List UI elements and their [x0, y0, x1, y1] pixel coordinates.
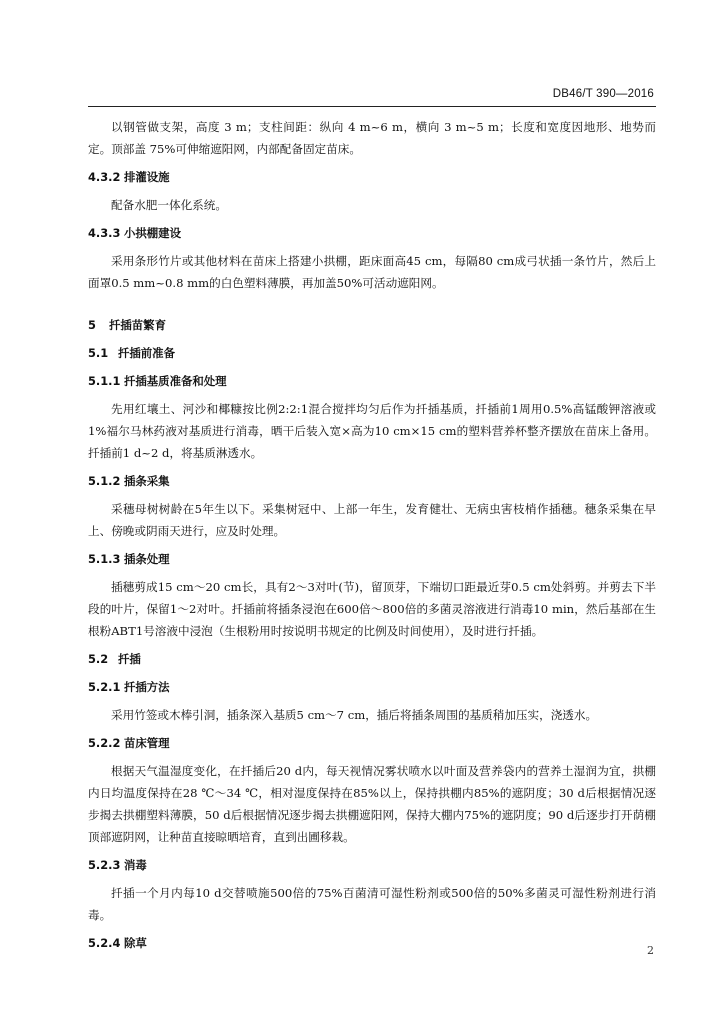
paragraph-5-2-1: 采用竹签或木棒引洞，插条深入基质5 cm～7 cm，插后将插条周围的基质稍加压实，浇透水。	[111, 708, 598, 722]
heading-5-2-4	[88, 932, 656, 954]
paragraph-4-3-2: 配备水肥一体化系统。	[111, 198, 227, 212]
heading-title: 排灌设施	[124, 170, 170, 184]
heading-title: 消毒	[124, 858, 147, 872]
paragraph-4-3-3: 采用条形竹片或其他材料在苗床上搭建小拱棚，距床面高45 cm，每隔80 cm成弓状插一条竹片，然后上面罩0.5 mm~0.8 mm的白色塑料薄膜，再加盖50%可活动遮阳网。	[88, 254, 656, 290]
heading-title: 扦插基质准备和处理	[124, 374, 227, 388]
heading-4-3-3	[88, 222, 656, 244]
heading-5-2-2	[88, 732, 656, 754]
paragraph-5-1-1: 先用红壤土、河沙和椰糠按比例2:2:1混合搅拌均匀后作为扦插基质，扦插前1周用0.5%高锰酸钾溶液或1%福尔马林药液对基质进行消毒，晒干后装入宽×高为10 cm×15 cm的塑料营养杯整齐摆放在苗床上备用。扦插前1 d~2 d，将基质淋透水。	[88, 402, 656, 460]
heading-number: 4.3.2	[88, 170, 121, 184]
heading-title: 插条处理	[124, 552, 170, 566]
section-gap	[88, 294, 656, 308]
heading-number: 5.2.4	[88, 936, 121, 950]
heading-5-1	[88, 342, 656, 364]
heading-number: 4.3.3	[88, 226, 121, 240]
header-rule	[88, 106, 656, 107]
heading-title: 扦插前准备	[118, 346, 175, 360]
paragraph-5-2-3: 扦插一个月内每10 d交替喷施500倍的75%百菌清可湿性粉剂或500倍的50%多菌灵可湿性粉剂进行消毒。	[88, 886, 656, 922]
heading-5-1-3	[88, 548, 656, 570]
heading-5-1-1	[88, 370, 656, 392]
heading-title: 扦插苗繁育	[109, 318, 166, 332]
heading-title: 扦插	[118, 652, 141, 666]
document-body	[88, 116, 656, 960]
paragraph-5-1-2: 采穗母树树龄在5年生以下。采集树冠中、上部一年生，发育健壮、无病虫害枝梢作插穗。穗条采集在早上、傍晚或阴雨天进行，应及时处理。	[88, 502, 656, 538]
heading-4-3-2	[88, 166, 656, 188]
heading-number: 5.2.1	[88, 680, 121, 694]
heading-number: 5.2	[88, 652, 109, 666]
heading-title: 扦插方法	[124, 680, 170, 694]
heading-5-1-2	[88, 470, 656, 492]
heading-title: 小拱棚建设	[124, 226, 181, 240]
heading-number: 5.2.3	[88, 858, 121, 872]
heading-5-2-1	[88, 676, 656, 698]
heading-5-2	[88, 648, 656, 670]
heading-number: 5.2.2	[88, 736, 121, 750]
heading-title: 除草	[124, 936, 147, 950]
heading-5-2-3	[88, 854, 656, 876]
heading-number: 5.1.3	[88, 552, 121, 566]
paragraph-5-2-2: 根据天气温湿度变化，在扦插后20 d内，每天视情况雾状喷水以叶面及营养袋内的营养土湿润为宜，拱棚内日均温度保持在28 ℃～34 ℃，相对湿度保持在85%以上，保持拱棚内85%的遮阴度；30 d后根据情况逐步揭去拱棚塑料薄膜，50 d后根据情况逐步揭去拱棚遮阳网，保持大棚内75%的遮阴度；90 d后逐步打开荫棚顶部遮阴网，让种苗直接晾晒培育，直到出圃移栽。	[88, 764, 656, 844]
paragraph-4-3-1-cont: 以钢管做支架，高度 3 m；支柱间距：纵向 4 m~6 m，横向 3 m~5 m；长度和宽度因地形、地势而定。顶部盖 75%可伸缩遮阳网，内部配备固定苗床。	[88, 120, 656, 156]
heading-title: 插条采集	[124, 474, 170, 488]
heading-number: 5.1.2	[88, 474, 121, 488]
heading-5	[88, 314, 656, 336]
heading-title: 苗床管理	[124, 736, 170, 750]
paragraph-5-1-3: 插穗剪成15 cm～20 cm长，具有2～3对叶(节)，留顶芽，下端切口距最近芽0.5 cm处斜剪。并剪去下半段的叶片，保留1～2对叶。扦插前将插条浸泡在600倍～800倍的多菌灵溶液进行消毒10 min，然后基部在生根粉ABT1号溶液中浸泡（生根粉用时按说明书规定的比例及时间使用），及时进行扦插。	[88, 580, 656, 638]
heading-number: 5.1	[88, 346, 109, 360]
heading-number: 5.1.1	[88, 374, 121, 388]
document-code: DB46/T 390—2016	[552, 88, 654, 100]
page-number: 2	[647, 944, 654, 957]
heading-number: 5	[88, 318, 96, 332]
